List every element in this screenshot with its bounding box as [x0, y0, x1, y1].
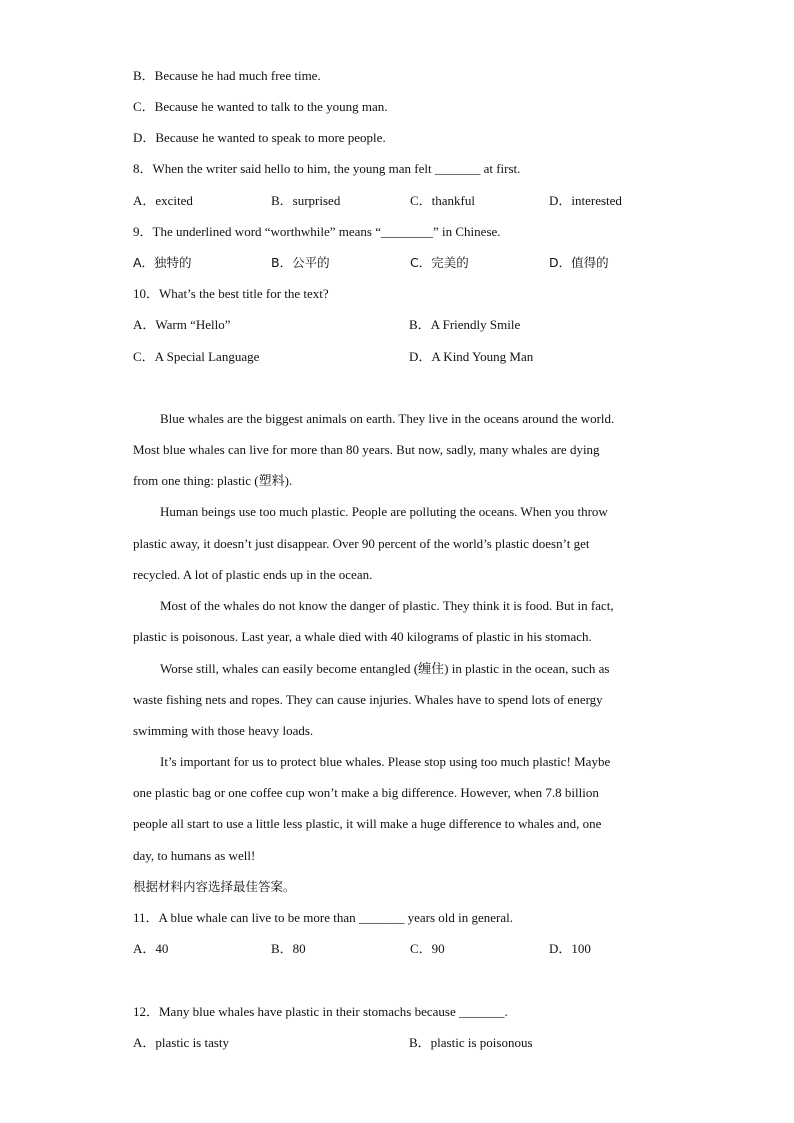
- q10-option-d: D．A Kind Young Man: [409, 349, 534, 364]
- q9-option-a: A．独特的: [133, 255, 192, 270]
- passage-line: recycled. A lot of plastic ends up in the ocean.: [133, 567, 373, 582]
- q7-option-c: C．Because he wanted to talk to the young man.: [133, 99, 388, 114]
- q8-option-b: B．surprised: [271, 193, 341, 208]
- passage-line: day, to humans as well!: [133, 848, 256, 863]
- q9-options: [133, 255, 673, 271]
- q8-option-d: D．interested: [549, 193, 622, 208]
- q11-option-c: C．90: [410, 941, 445, 956]
- q7-option-b: B．Because he had much free time.: [133, 68, 321, 83]
- q9-option-b: B．公平的: [271, 255, 330, 270]
- q8-option-c: C．thankful: [410, 193, 475, 208]
- passage-line: plastic is poisonous. Last year, a whale died with 40 kilograms of plastic in his stomach.: [133, 629, 592, 644]
- q10-stem: 10．What’s the best title for the text?: [133, 286, 329, 301]
- q11-options: [133, 941, 673, 957]
- q11-stem: 11．A blue whale can live to be more than _______ years old in general.: [133, 910, 514, 925]
- q9-stem: 9．The underlined word “worthwhile” means “________” in Chinese.: [133, 224, 501, 239]
- passage-line: from one thing: plastic (塑料).: [133, 473, 293, 488]
- q11-option-a: A．40: [133, 941, 169, 956]
- q10-options-row2: [133, 349, 673, 365]
- q8-option-a: A．excited: [133, 193, 193, 208]
- passage-line: Worse still, whales can easily become entangled (缠住) in plastic in the ocean, such as: [160, 661, 610, 676]
- passage-line: plastic away, it doesn’t just disappear. Over 90 percent of the world’s plastic doesn’t get: [133, 536, 590, 551]
- passage-line: swimming with those heavy loads.: [133, 723, 314, 738]
- passage-line: It’s important for us to protect blue whales. Please stop using too much plastic! Maybe: [160, 754, 611, 769]
- q8-options: [133, 193, 673, 209]
- q12-option-a: A．plastic is tasty: [133, 1035, 230, 1050]
- q12-stem: 12．Many blue whales have plastic in their stomachs because _______.: [133, 1004, 508, 1019]
- passage-line: Most blue whales can live for more than 80 years. But now, sadly, many whales are dying: [133, 442, 600, 457]
- passage-line: Human beings use too much plastic. People are polluting the oceans. When you throw: [160, 504, 608, 519]
- section-instruction: 根据材料内容选择最佳答案。: [133, 879, 296, 894]
- q11-option-b: B．80: [271, 941, 306, 956]
- q10-option-c: C．A Special Language: [133, 349, 260, 364]
- passage-line: Most of the whales do not know the danger of plastic. They think it is food. But in fact,: [160, 598, 614, 613]
- q10-option-b: B．A Friendly Smile: [409, 317, 521, 332]
- q10-options-row1: [133, 317, 673, 333]
- q9-option-c: C．完美的: [410, 255, 469, 270]
- passage-line: waste fishing nets and ropes. They can cause injuries. Whales have to spend lots of energy: [133, 692, 603, 707]
- q10-option-a: A．Warm “Hello”: [133, 317, 231, 332]
- q9-option-d: D．值得的: [549, 255, 609, 270]
- passage-line: people all start to use a little less plastic, it will make a huge difference to whales and, one: [133, 816, 602, 831]
- q11-option-d: D．100: [549, 941, 591, 956]
- passage-line: Blue whales are the biggest animals on earth. They live in the oceans around the world.: [160, 411, 615, 426]
- q7-option-d: D．Because he wanted to speak to more people.: [133, 130, 386, 145]
- q12-options: [133, 1035, 673, 1051]
- q12-option-b: B．plastic is poisonous: [409, 1035, 533, 1050]
- q8-stem: 8．When the writer said hello to him, the young man felt _______ at first.: [133, 161, 521, 176]
- passage-line: one plastic bag or one coffee cup won’t make a big difference. However, when 7.8 billion: [133, 785, 599, 800]
